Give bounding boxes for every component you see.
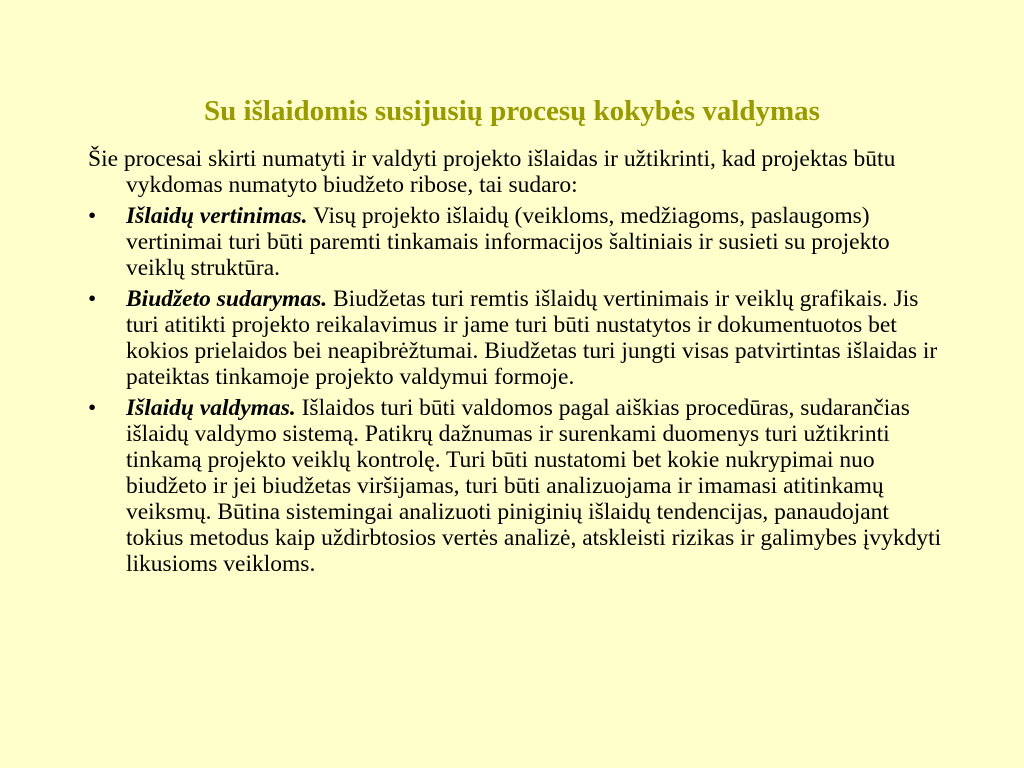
slide-title: Su išlaidomis susijusių procesų kokybės valdymas: [204, 95, 820, 127]
bullet-term: Biudžeto sudarymas.: [126, 286, 328, 312]
bullet-icon: •: [88, 286, 97, 312]
bullet-text: Visų projekto išlaidų (veikloms, medžiagoms, paslaugoms) vertinimai turi būti paremti tinkamais informacijos šaltiniais ir susieti su projekto veiklų struktūra.: [126, 203, 890, 281]
bullet-item-budgeting: [88, 286, 948, 390]
bullet-text: Biudžetas turi remtis išlaidų vertinimais ir veiklų grafikais. Jis turi atitikti projekto reikalavimus ir jame turi būti nustatytos ir dokumentuotos bet kokios prielaidos bei neapibrėžtumai. Biudžetas turi jungti visas patvirtintas išlaidas ir pateiktas tinkamoje projekto valdymui formoje.: [126, 286, 938, 390]
bullet-term: Išlaidų valdymas.: [126, 395, 296, 421]
bullet-text: Išlaidos turi būti valdomos pagal aiškias procedūras, sudarančias išlaidų valdymo sistemą. Patikrų dažnumas ir surenkami duomenys turi užtikrinti tinkamą projekto veiklų kontrolę. Turi būti nustatomi bet kokie nukrypimai nuo biudžeto ir jei biudžetas viršijamas, turi būti analizuojama ir imamasi atitinkamų veiksmų. Būtina sistemingai analizuoti piniginių išlaidų tendencijas, panaudojant tokius metodus kaip uždirbtosios vertės analizė, atskleisti rizikas ir galimybes įvykdyti likusioms veikloms.: [126, 395, 942, 577]
slide-body: [88, 146, 948, 582]
bullet-list: [88, 203, 948, 577]
bullet-icon: •: [88, 395, 97, 421]
intro-paragraph: Šie procesai skirti numatyti ir valdyti projekto išlaidas ir užtikrinti, kad projektas būtu vykdomas numatyto biudžeto ribose, tai sudaro:: [88, 146, 896, 198]
bullet-item-cost-control: [88, 395, 948, 577]
bullet-item-cost-estimation: [88, 203, 948, 281]
bullet-icon: •: [88, 203, 97, 229]
bullet-term: Išlaidų vertinimas.: [126, 203, 308, 229]
